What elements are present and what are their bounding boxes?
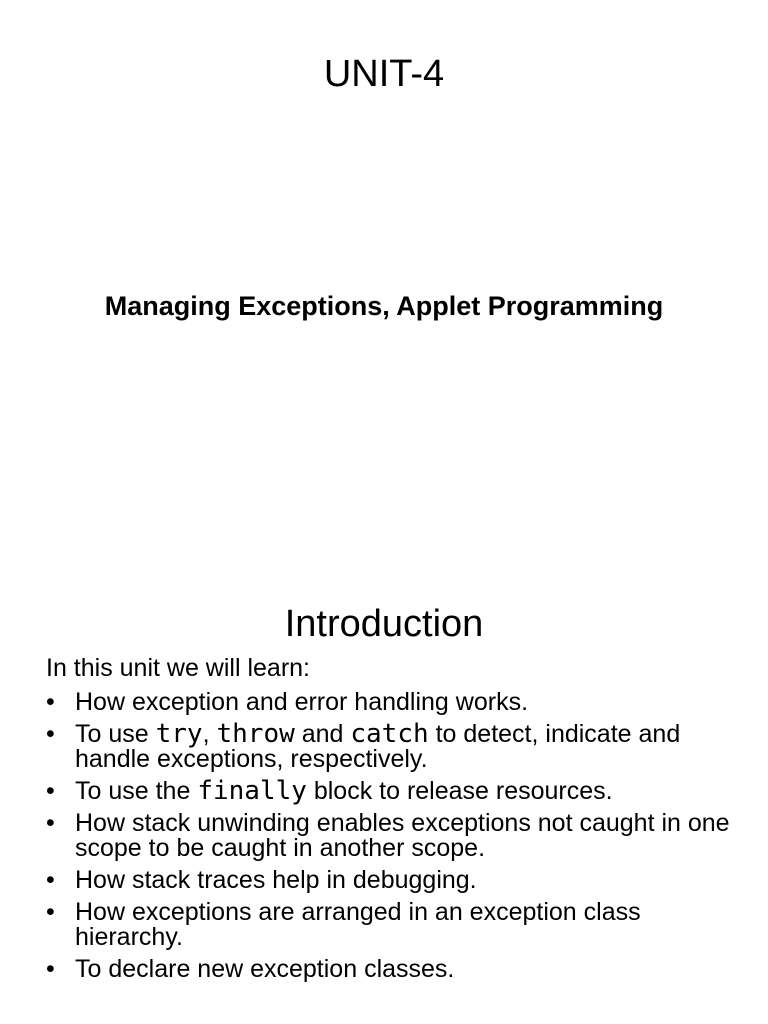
- code-keyword-try: try: [155, 719, 203, 749]
- introduction-slide: [0, 576, 768, 1024]
- bullet-text-pre: To use: [75, 720, 156, 748]
- bullet-text-post: to detect, indicate and handle exceptions, respectively.: [75, 720, 681, 773]
- list-item: [46, 719, 746, 773]
- bullet-text: How exceptions are arranged in an exception class hierarchy.: [75, 898, 641, 951]
- list-item: [46, 776, 746, 806]
- bullet-text: How exception and error handling works.: [75, 688, 529, 716]
- code-keyword-finally: finally: [197, 776, 307, 806]
- bullet-icon: •: [46, 688, 55, 716]
- bullet-text: How stack unwinding enables exceptions not caught in one scope to be caught in another scope.: [75, 809, 730, 862]
- code-keyword-catch: catch: [350, 719, 429, 749]
- list-item: [46, 868, 746, 893]
- unit-subtitle: Managing Exceptions, Applet Programming: [104, 291, 664, 321]
- unit-title: UNIT-4: [323, 53, 445, 95]
- bullet-icon: •: [46, 955, 55, 983]
- list-item: [46, 690, 746, 715]
- intro-text: In this unit we will learn:: [46, 654, 311, 682]
- bullet-text: How stack traces help in debugging.: [75, 866, 477, 894]
- bullet-icon: •: [46, 809, 55, 837]
- code-keyword-throw: throw: [216, 719, 295, 749]
- introduction-title: Introduction: [284, 603, 484, 645]
- bullet-text-separator: ,: [202, 720, 217, 748]
- bullet-icon: •: [46, 866, 55, 894]
- learning-objectives-list: [46, 690, 746, 989]
- bullet-icon: •: [46, 720, 55, 748]
- bullet-icon: •: [46, 777, 55, 805]
- list-item: [46, 811, 746, 861]
- bullet-text-post: block to release resources.: [306, 777, 613, 805]
- bullet-text: To declare new exception classes.: [75, 955, 455, 983]
- list-item: [46, 957, 746, 982]
- bullet-text-pre: To use the: [75, 777, 198, 805]
- bullet-text-separator: and: [294, 720, 351, 748]
- list-item: [46, 900, 746, 950]
- bullet-icon: •: [46, 898, 55, 926]
